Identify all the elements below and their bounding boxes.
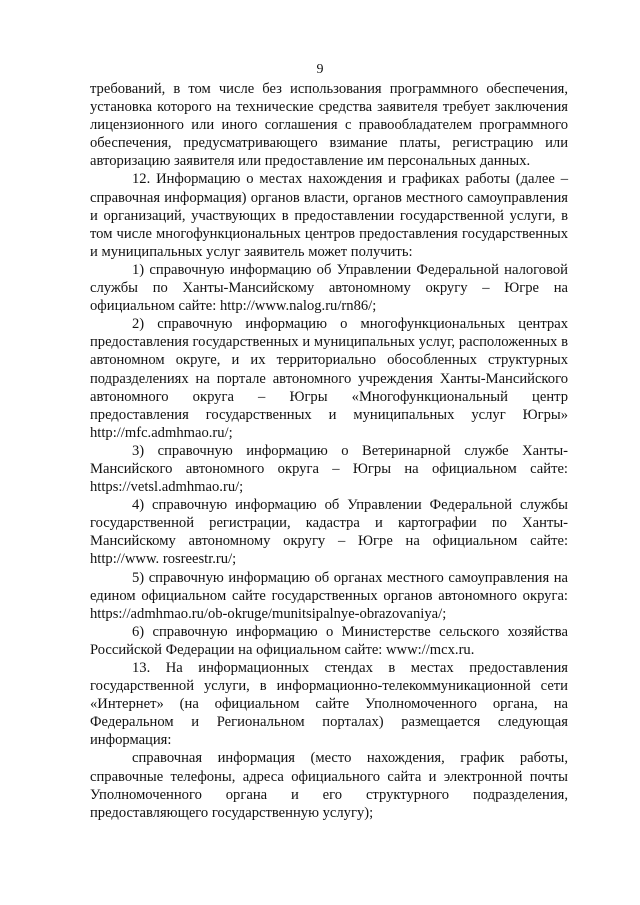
paragraph-12-item-3-veterinary: 3) справочную информацию о Ветеринарной службе Ханты-Мансийского автономного округа – Югры на официальном сайте: https://vetsl.admhmao.ru/; <box>90 442 568 496</box>
paragraph-13-info-stands: 13. На информационных стендах в местах предоставления государственной услуги, в информационно-телекоммуникационной сети «Интернет» (на официальном сайте Уполномоченного органа, на Федеральном и Региональном порталах) размещается следующая информация: <box>90 660 568 749</box>
paragraph-13-reference-details: справочная информация (место нахождения, график работы, справочные телефоны, адреса официального сайта и электронной почты Уполномоченного органа и его структурного подразделения, предоставляющего государственную услугу); <box>90 750 568 821</box>
paragraph-12-item-1-tax-service: 1) справочную информацию об Управлении Федеральной налоговой службы по Ханты-Мансийскому автономному округу – Югре на официальном сайте: http://www.nalog.ru/rn86/; <box>90 261 568 315</box>
document-body <box>90 80 568 822</box>
page-number: 9 <box>316 62 324 77</box>
paragraph-12-item-5-local-government: 5) справочную информацию об органах местного самоуправления на едином официальном сайте государственных органов автономного округа: https://admhmao.ru/ob-okruge/munitsipalnye-obrazovaniya/; <box>90 569 568 622</box>
paragraph-12-item-2-mfc: 2) справочную информацию о многофункциональных центрах предоставления государственных и муниципальных услуг, расположенных в автономном округе, и их территориально обособленных структурных подразделениях на портале автономного учреждения Ханты-Мансийского автономного округа – Югры «Многофункциональный центр предоставления государственных и муниципальных услуг Югры» http://mfc.admhmao.ru/; <box>90 316 568 441</box>
paragraph-12-reference-info: 12. Информацию о местах нахождения и графиках работы (далее – справочная информация) органов власти, органов местного самоуправления и организаций, участвующих в предоставлении государственной услуги, в том числе многофункциональных центров предоставления государственных и муниципальных услуг заявитель может получить: <box>90 171 568 260</box>
paragraph-12-item-4-rosreestr: 4) справочную информацию об Управлении Федеральной службы государственной регистрации, кадастра и картографии по Ханты-Мансийскому автономному округу – Югре на официальном сайте: http://www. rosreestr.ru/; <box>90 497 568 568</box>
paragraph-12-item-6-agriculture-ministry: 6) справочную информацию о Министерстве сельского хозяйства Российской Федерации на официальном сайте: www://mcx.ru. <box>90 623 568 658</box>
paragraph-requirements-continuation: требований, в том числе без использования программного обеспечения, установка которого на технические средства заявителя требует заключения лицензионного или иного соглашения с правообладателем программного обеспечения, предусматривающего взимание платы, регистрацию или авторизацию заявителя или предоставление им персональных данных. <box>90 81 568 170</box>
